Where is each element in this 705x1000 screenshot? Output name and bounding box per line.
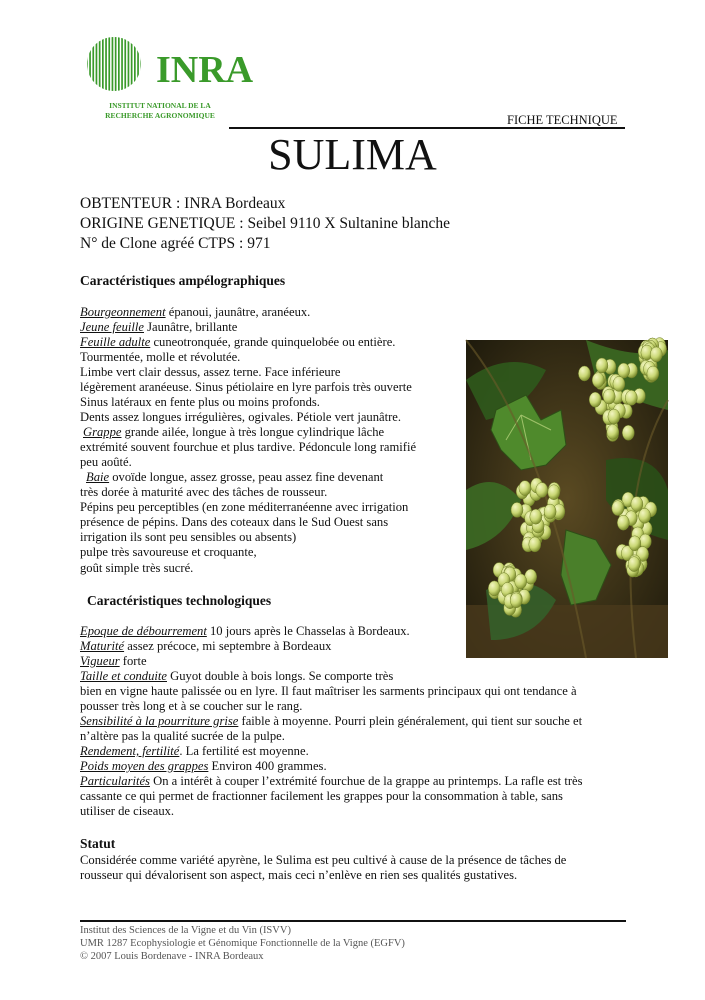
techno-line-4 [80,669,393,684]
maturite-text: assez précoce, mi septembre à Bordeaux [124,639,332,653]
footer-rule [80,920,626,922]
ampelo-line-16: irrigation ils sont peu sensibles ou absents) [80,530,297,544]
grappe-text: grande ailée, longue à très longue cylindrique lâche [121,425,385,439]
baie-label: Baie [86,470,110,484]
taille-label: Taille et conduite [80,669,167,683]
sensibilite-label: Sensibilité à la pourriture grise [80,714,239,728]
ampelo-line-6: légèrement aranéeuse. Sinus pétiolaire en lyre parfois très ouverte [80,380,412,394]
vigueur-text: forte [119,654,147,668]
techno-line-5: bien en vigne haute palissée ou en lyre. Il faut maîtriser les sarments principaux qui ont tendance à [80,684,577,698]
grappe-label: Grappe [83,425,122,439]
inra-logo [80,36,254,92]
techno-line-7 [80,714,582,729]
taille-text: Guyot double à bois longs. Se comporte très [166,669,394,683]
bourgeonnement-text: épanoui, jaunâtre, aranéeux. [165,305,311,319]
institute-name [90,101,230,121]
ampelo-line-7: Sinus latéraux en fente plus ou moins profonds. [80,395,320,409]
ampelo-line-3 [80,335,395,350]
footer-line-3: © 2007 Louis Bordenave - INRA Bordeaux [80,951,264,962]
poids-text: Environ 400 grammes. [208,759,327,773]
institute-line-1: INSTITUT NATIONAL DE LA [109,101,211,110]
techno-line-8: n’altère pas la qualité sucrée de la pulpe. [80,729,285,743]
ampelo-line-15: présence de pépins. Dans des coteaux dans le Sud Ouest sans [80,515,389,529]
statut-line-1: Considérée comme variété apyrène, le Sulima est peu cultivé à cause de la présence de tâches de [80,853,567,867]
header-rule [229,127,625,129]
poids-label: Poids moyen des grappes [80,759,209,773]
vigueur-label: Vigueur [80,654,120,668]
obtenteur-line: OBTENTEUR : INRA Bordeaux [80,195,286,212]
particularites-label: Particularités [80,774,150,788]
grape-photo [466,340,668,658]
epoque-text: 10 jours après le Chasselas à Bordeaux. [206,624,410,638]
techno-heading: Caractéristiques technologiques [87,593,272,608]
origine-line: ORIGINE GENETIQUE : Seibel 9110 X Sultanine blanche [80,215,451,232]
ampelo-line-5: Limbe vert clair dessus, assez terne. Face inférieure [80,365,341,379]
ampelo-line-8: Dents assez longues irrégulières, ogivales. Pétiole vert jaunâtre. [80,410,402,424]
ampelo-heading: Caractéristiques ampélographiques [80,273,286,288]
bourgeonnement-label: Bourgeonnement [80,305,166,319]
baie-text: ovoïde longue, assez grosse, peau assez fine devenant [109,470,384,484]
ampelo-line-9 [83,425,384,440]
particularites-text: On a intérêt à couper l’extrémité fourchue de la grappe au printemps. La rafle est très [149,774,583,788]
inra-logo-text: INRA [156,49,254,91]
jeune-feuille-text: Jaunâtre, brillante [143,320,238,334]
statut-heading: Statut [80,836,116,851]
techno-line-10 [80,759,327,774]
techno-line-2 [80,639,331,654]
jeune-feuille-label: Jeune feuille [80,320,144,334]
ampelo-line-11: peu aoûté. [80,455,132,469]
sensibilite-text: faible à moyenne. Pourri plein généralement, qui tient sur souche et [238,714,583,728]
ampelo-line-18: goût simple très sucré. [80,561,194,575]
rendement-label: Rendement, fertilité [80,744,180,758]
grape-vine-illustration [466,340,668,658]
ampelo-line-17: pulpe très savoureuse et croquante, [80,545,257,559]
statut-line-2: rousseur qui dévalorisent son aspect, mais ceci n’enlève en rien ses qualités gustatives. [80,868,518,882]
ampelo-line-12 [86,470,383,485]
ampelo-line-1 [80,305,310,320]
ampelo-line-10: extrémité souvent fourchue et plus tardive. Pédoncule long ramifié [80,440,417,454]
techno-line-1 [80,624,410,639]
fiche-technique-label: FICHE TECHNIQUE [507,113,618,127]
footer-line-1: Institut des Sciences de la Vigne et du Vin (ISVV) [80,925,291,936]
feuille-adulte-label: Feuille adulte [80,335,151,349]
institute-line-2: RECHERCHE AGRONOMIQUE [105,111,215,120]
footer-line-2: UMR 1287 Ecophysiologie et Génomique Fonctionnelle de la Vigne (EGFV) [80,938,405,949]
page-title: SULIMA [268,130,437,179]
maturite-label: Maturité [80,639,125,653]
clone-line: N° de Clone agréé CTPS : 971 [80,235,271,252]
ampelo-line-13: très dorée à maturité avec des tâches de rousseur. [80,485,328,499]
techno-line-11 [80,774,583,789]
ampelo-line-14: Pépins peu perceptibles (en zone méditerranéenne avec irrigation [80,500,409,514]
inra-globe-icon [80,36,254,92]
ampelo-line-4: Tourmentée, molle et révolutée. [80,350,241,364]
ampelo-line-2 [80,320,237,335]
techno-line-13: utiliser de ciseaux. [80,804,175,818]
techno-line-12: cassante ce qui permet de fractionner facilement les grappes pour la consommation à table, sans [80,789,563,803]
techno-line-3 [80,654,147,669]
rendement-text: . La fertilité est moyenne. [179,744,309,758]
techno-line-9 [80,744,309,759]
feuille-adulte-text: cuneotronquée, grande quinquelobée ou entière. [150,335,396,349]
epoque-label: Epoque de débourrement [80,624,207,638]
techno-line-6: pousser très long et à se coucher sur le rang. [80,699,303,713]
